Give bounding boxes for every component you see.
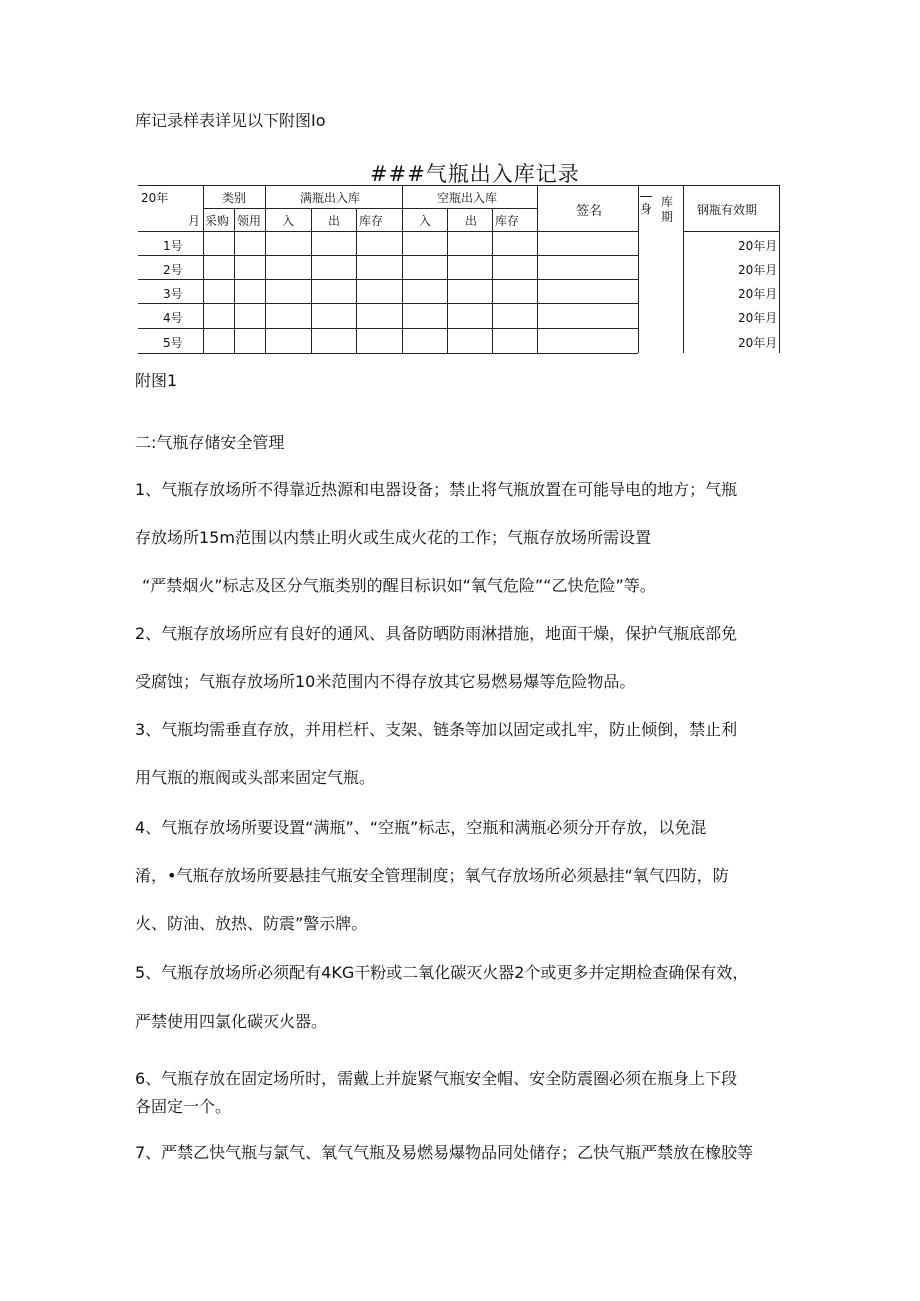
row-day: 3号	[163, 287, 183, 301]
paragraph-line: 火、防油、放热、防震”警示牌。	[135, 914, 368, 933]
body-label: 身	[640, 202, 653, 216]
validity-label: 钢瓶有效期	[697, 203, 758, 217]
row-validity: 20年月	[738, 336, 778, 350]
record-table-grid	[0, 0, 920, 360]
month-label: 月	[188, 214, 201, 228]
row-day: 2号	[163, 263, 183, 277]
use-label: 领用	[237, 214, 262, 228]
row-validity: 20年月	[738, 263, 778, 277]
full-stock-label: 库存	[359, 214, 384, 228]
paragraph-line: 6、气瓶存放在固定场所时，需戴上并旋紧气瓶安全帽、安全防震圈必须在瓶身上下段	[135, 1069, 738, 1088]
empty-in-label: 入	[419, 214, 432, 228]
paragraph-line: 5、气瓶存放场所必须配有4KG干粉或二氧化碳灭火器2个或更多并定期检查确保有效，	[135, 963, 749, 982]
row-day: 4号	[163, 311, 183, 325]
paragraph-line: 3、气瓶均需垂直存放，并用栏杆、支架、链条等加以固定或扎牢，防止倾倒，禁止利	[135, 720, 738, 739]
paragraph-line: “严禁烟火”标志及区分气瓶类别的醒目标识如“氧气危险”“乙快危险”等。	[142, 576, 656, 595]
warehouse-label: 库	[661, 195, 674, 209]
figure-caption: 附图1	[135, 371, 178, 390]
sign-label: 签名	[576, 204, 603, 219]
full-group-label: 满瓶出入库	[300, 191, 361, 205]
row-validity: 20年月	[738, 287, 778, 301]
paragraph-line: 4、气瓶存放场所要设置“满瓶”、“空瓶”标志，空瓶和满瓶必须分开存放，以免混	[135, 818, 707, 837]
paragraph-line: 各固定一个。	[135, 1097, 232, 1116]
table-title: ###气瓶出入库记录	[370, 162, 580, 186]
row-day: 1号	[163, 239, 183, 253]
row-day: 5号	[163, 336, 183, 350]
full-in-label: 入	[282, 214, 295, 228]
paragraph-line: 受腐蚀；气瓶存放场所10米范围内不得存放其它易燃易爆等危险物品。	[135, 672, 636, 691]
empty-group-label: 空瓶出入库	[437, 191, 498, 205]
empty-stock-label: 库存	[495, 214, 520, 228]
row-validity: 20年月	[738, 311, 778, 325]
category-label: 类别	[222, 191, 247, 205]
row-validity: 20年月	[738, 239, 778, 253]
intro-text: 库记录样表详见以下附图Io	[135, 111, 326, 130]
period-label: 期	[661, 210, 674, 224]
paragraph-line: 存放场所15m范围以内禁止明火或生成火花的工作；气瓶存放场所需设置	[135, 528, 651, 547]
year-label: 20年	[141, 191, 169, 205]
purchase-label: 采购	[205, 214, 230, 228]
empty-out-label: 出	[465, 214, 478, 228]
paragraph-line: 淆，•气瓶存放场所要悬挂气瓶安全管理制度；氧气存放场所必须悬挂“氧气四防，防	[135, 866, 729, 885]
paragraph-line: 2、气瓶存放场所应有良好的通风、具备防晒防雨淋措施，地面干燥，保护气瓶底部免	[135, 624, 738, 643]
paragraph-line: 严禁使用四氯化碳灭火器。	[135, 1012, 328, 1031]
section-title: 二:气瓶存储安全管理	[135, 433, 285, 452]
paragraph-line: 7、严禁乙快气瓶与氯气、氧气气瓶及易燃易爆物品同处储存；乙快气瓶严禁放在橡胶等	[135, 1143, 754, 1162]
paragraph-line: 用气瓶的瓶阀或头部来固定气瓶。	[135, 768, 376, 787]
full-out-label: 出	[328, 214, 341, 228]
paragraph-line: 1、气瓶存放场所不得靠近热源和电器设备；禁止将气瓶放置在可能导电的地方；气瓶	[135, 480, 738, 499]
